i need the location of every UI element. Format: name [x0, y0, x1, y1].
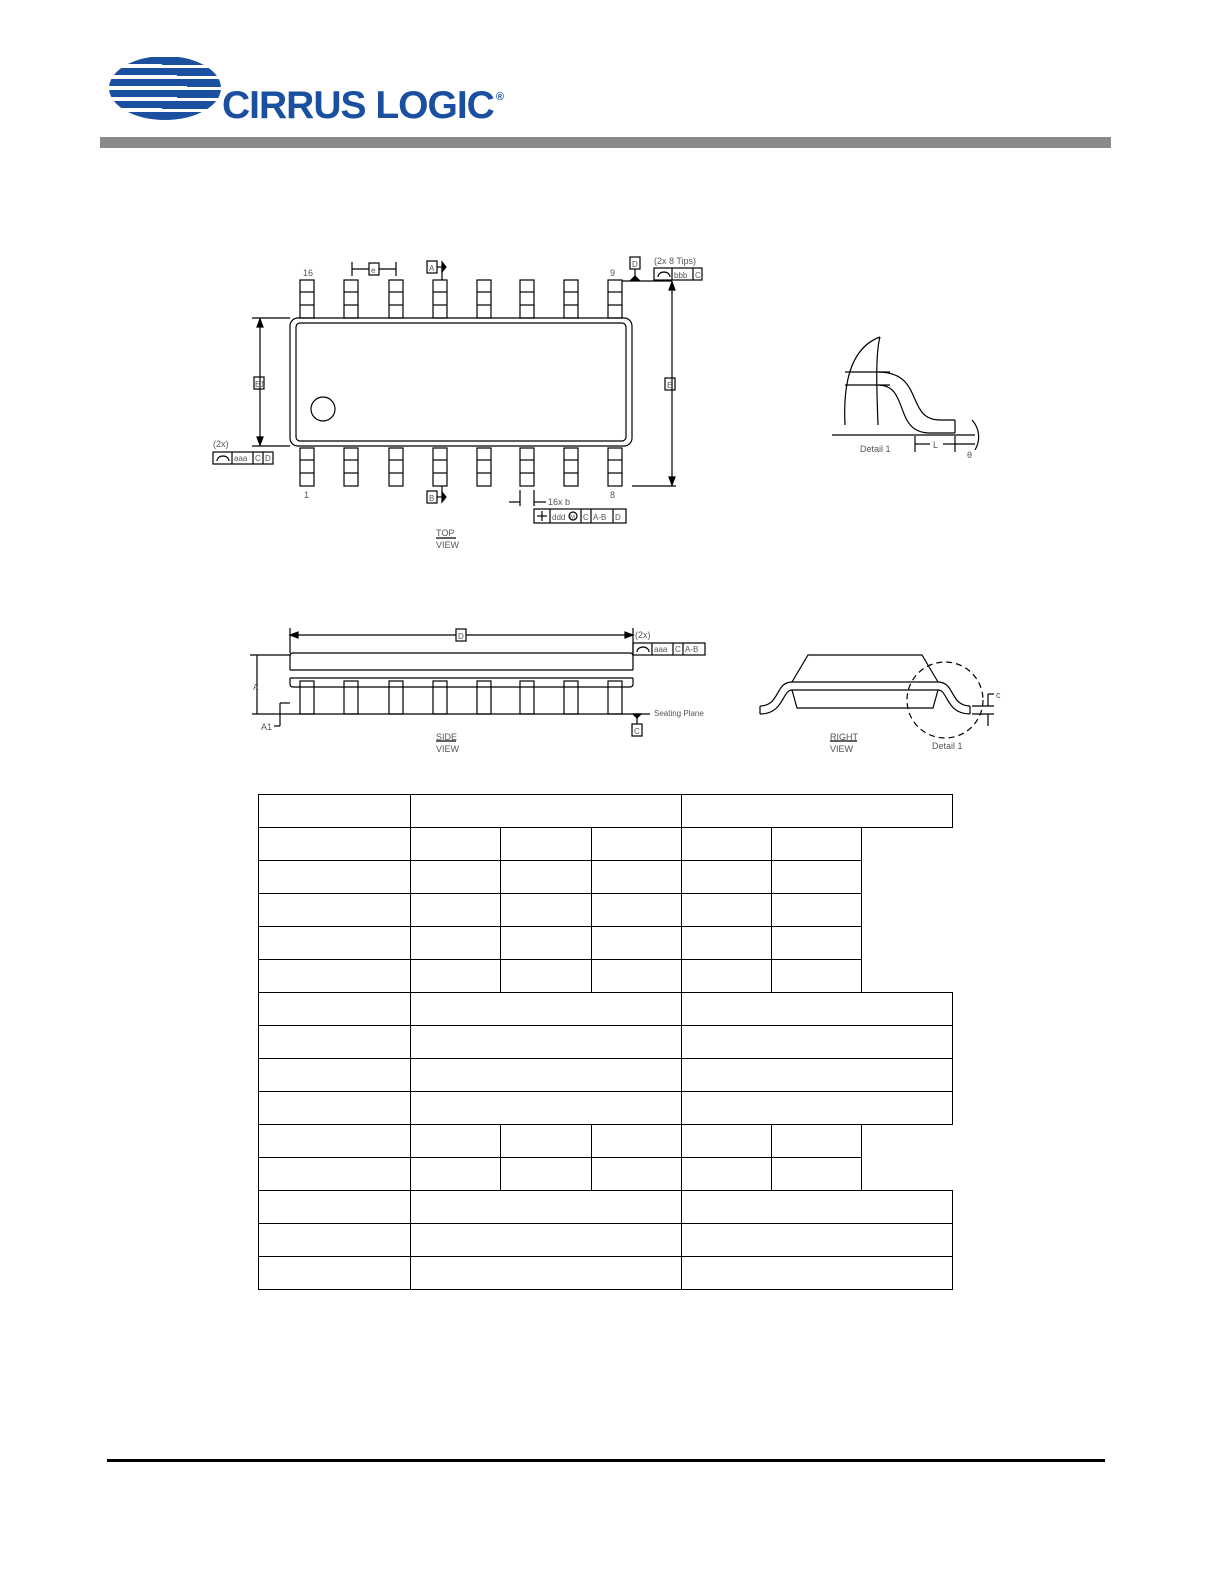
table-cell	[411, 960, 501, 993]
table-cell	[682, 927, 772, 960]
table-cell	[772, 1125, 862, 1158]
table-cell	[411, 1092, 682, 1125]
table-cell	[259, 1125, 411, 1158]
table-cell	[772, 960, 862, 993]
table-row	[259, 960, 953, 993]
table-cell	[259, 1191, 411, 1224]
table-cell	[682, 861, 772, 894]
table-cell	[259, 1257, 411, 1290]
side-length-label: D	[458, 632, 464, 641]
standoff-label: A1	[261, 722, 273, 732]
side-aaa-value: aaa	[654, 645, 668, 654]
table-cell	[501, 861, 592, 894]
table-cell	[682, 1026, 953, 1059]
detail-length-label: L	[933, 440, 939, 450]
side-view	[250, 628, 705, 741]
table-cell	[772, 1158, 862, 1191]
table-cell	[772, 927, 862, 960]
table-row	[259, 795, 953, 828]
pin-label-1: 1	[304, 490, 310, 500]
table-cell	[259, 1092, 411, 1125]
pin-label-16: 16	[303, 268, 314, 278]
lead-width-note: 16x b	[548, 497, 571, 507]
table-cell	[592, 927, 682, 960]
side-view-subtitle: VIEW	[436, 744, 460, 754]
table-cell	[259, 861, 411, 894]
bbb-datum: C	[695, 271, 701, 280]
top-view-subtitle: VIEW	[436, 540, 460, 550]
height-label: A	[253, 683, 259, 692]
table-cell	[411, 927, 501, 960]
table-row	[259, 1257, 953, 1290]
top-view	[213, 257, 702, 538]
table-cell	[772, 861, 862, 894]
detail-angle-label: θ	[967, 450, 973, 460]
table-cell	[259, 993, 411, 1026]
table-cell	[682, 1257, 953, 1290]
pin1-marker-icon	[311, 397, 335, 421]
bbb-value: bbb	[674, 271, 688, 280]
table-cell	[682, 795, 953, 828]
table-cell	[501, 1158, 592, 1191]
table-cell	[682, 1158, 772, 1191]
table-row	[259, 1026, 953, 1059]
package-drawing	[0, 0, 1225, 780]
lower-leads	[300, 448, 622, 486]
table-row	[259, 894, 953, 927]
detail-caption: Detail 1	[860, 444, 891, 454]
table-cell	[259, 1059, 411, 1092]
table-cell	[411, 795, 682, 828]
table-cell	[259, 828, 411, 861]
table-cell	[682, 1059, 953, 1092]
table-cell	[411, 1191, 682, 1224]
table-cell	[592, 960, 682, 993]
seating-plane-label: Seating Plane	[654, 709, 704, 718]
datum-a-label: A	[429, 264, 435, 273]
table-cell	[772, 828, 862, 861]
right-view-subtitle: VIEW	[830, 744, 854, 754]
side-callout-note: (2x)	[635, 630, 651, 640]
table-cell	[682, 993, 953, 1026]
table-cell	[411, 828, 501, 861]
ddd-datum2: A-B	[593, 513, 607, 522]
left-aaa-value: aaa	[234, 454, 248, 463]
table-cell	[592, 828, 682, 861]
table-row	[259, 927, 953, 960]
left-callout-note: (2x)	[213, 439, 229, 449]
right-view	[760, 655, 994, 741]
drawing-labels	[213, 256, 1001, 754]
table-cell	[682, 1224, 953, 1257]
side-datum-c: C	[634, 727, 640, 736]
e1-label: E1	[255, 380, 265, 389]
dimension-table	[258, 794, 953, 1290]
ddd-datum1: C	[583, 513, 589, 522]
side-aaa-datum2: A-B	[685, 645, 699, 654]
pin-label-9: 9	[610, 268, 616, 278]
ddd-value: ddd	[552, 513, 566, 522]
table-cell	[501, 960, 592, 993]
right-view-title: RIGHT	[830, 732, 858, 742]
table-cell	[411, 1224, 682, 1257]
table-row	[259, 828, 953, 861]
mmc-modifier: M	[570, 515, 575, 521]
table-cell	[592, 1125, 682, 1158]
left-aaa-datum1: C	[255, 454, 261, 463]
datum-d-label: D	[632, 260, 638, 269]
datum-b-label: B	[429, 494, 435, 503]
table-cell	[682, 960, 772, 993]
table-cell	[682, 828, 772, 861]
top-callout-note: (2x 8 Tips)	[654, 256, 697, 266]
side-aaa-datum1: C	[675, 645, 681, 654]
table-cell	[772, 894, 862, 927]
detail-1	[832, 337, 979, 452]
table-cell	[411, 1059, 682, 1092]
table-cell	[259, 1158, 411, 1191]
table-cell	[411, 861, 501, 894]
side-leads	[300, 681, 622, 714]
table-cell	[411, 894, 501, 927]
brand-name: CIRRUS LOGIC	[222, 84, 494, 127]
right-detail-caption: Detail 1	[932, 741, 963, 751]
registered-mark: ®	[495, 91, 503, 103]
table-cell	[411, 1125, 501, 1158]
left-aaa-datum2: D	[265, 454, 271, 463]
table-cell	[259, 927, 411, 960]
table-cell	[501, 1125, 592, 1158]
table-row	[259, 1059, 953, 1092]
thickness-label: c	[996, 690, 1001, 700]
pin-label-8: 8	[610, 490, 616, 500]
table-cell	[592, 894, 682, 927]
table-cell	[682, 894, 772, 927]
table-cell	[259, 1224, 411, 1257]
table-cell	[592, 861, 682, 894]
table-cell	[592, 1158, 682, 1191]
table-row	[259, 1158, 953, 1191]
table-cell	[259, 894, 411, 927]
side-view-title: SIDE	[436, 732, 458, 742]
table-cell	[682, 1092, 953, 1125]
top-view-title: TOP	[436, 528, 455, 538]
pitch-label: e	[371, 266, 376, 275]
table-cell	[411, 1026, 682, 1059]
table-row	[259, 1191, 953, 1224]
table-row	[259, 1224, 953, 1257]
table-row	[259, 1125, 953, 1158]
table-cell	[501, 927, 592, 960]
e-label: E	[667, 381, 673, 390]
upper-leads	[300, 280, 622, 318]
footer-rule	[107, 1459, 1105, 1462]
table-cell	[411, 993, 682, 1026]
table-cell	[411, 1158, 501, 1191]
table-cell	[259, 1026, 411, 1059]
table-cell	[259, 960, 411, 993]
ddd-datum3: D	[615, 513, 621, 522]
table-cell	[411, 1257, 682, 1290]
table-row	[259, 993, 953, 1026]
table-row	[259, 861, 953, 894]
table-cell	[259, 795, 411, 828]
table-cell	[682, 1125, 772, 1158]
table-cell	[682, 1191, 953, 1224]
table-row	[259, 1092, 953, 1125]
table-cell	[501, 828, 592, 861]
table-cell	[501, 894, 592, 927]
